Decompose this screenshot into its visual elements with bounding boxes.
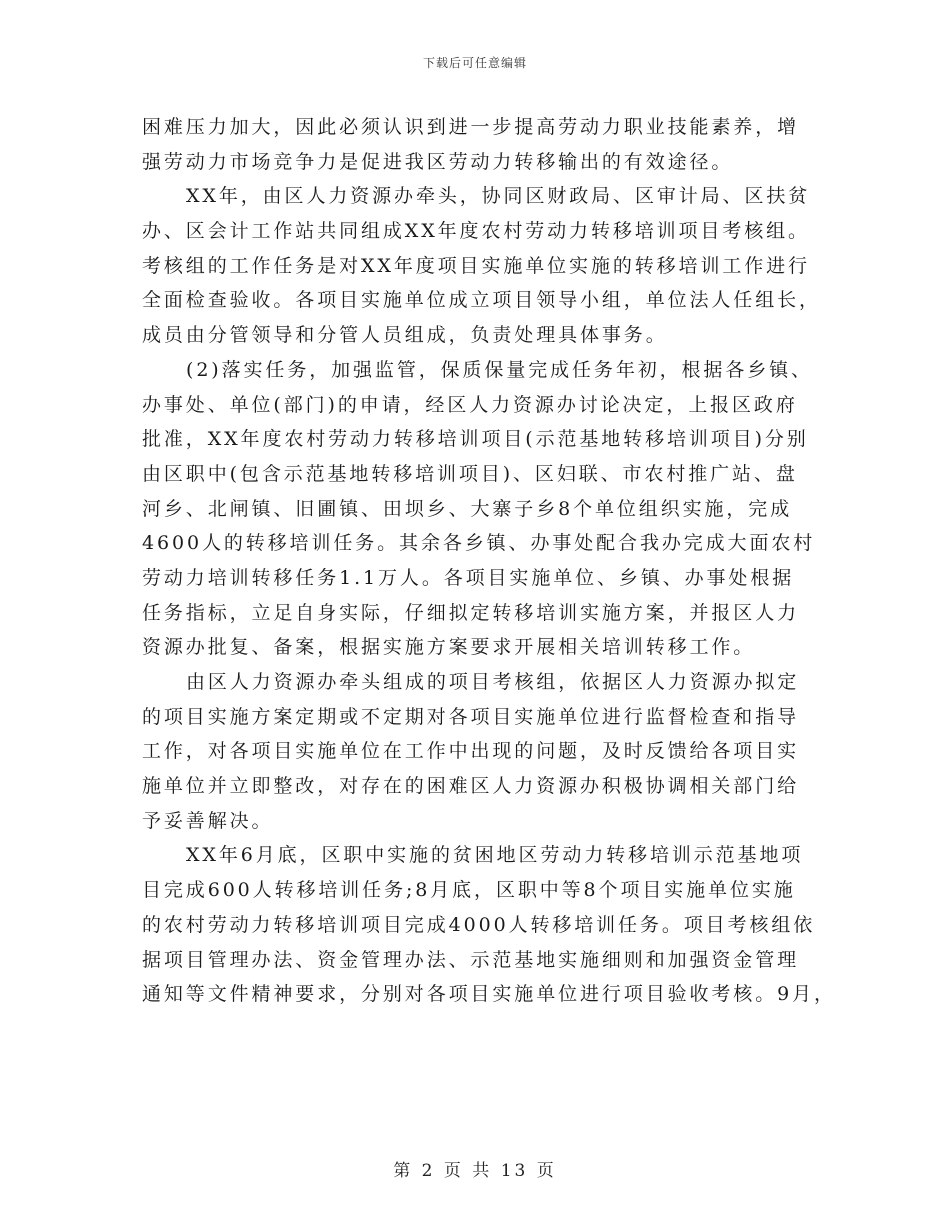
text-line: 施单位并立即整改，对存在的困难区人力资源办积极协调相关部门给 — [142, 775, 800, 798]
page-header: 下载后可任意编辑 — [422, 56, 527, 70]
text-line: 据项目管理办法、资金管理办法、示范基地实施细则和加强资金管理 — [142, 948, 800, 971]
text-line: 劳动力培训转移任务1.1万人。各项目实施单位、乡镇、办事处根据 — [142, 566, 795, 589]
document-body — [142, 110, 836, 1012]
text-line: 成员由分管领导和分管人员组成，负责处理具体事务。 — [142, 324, 668, 347]
text-line: 考核组的工作任务是对XX年度项目实施单位实施的转移培训工作进行 — [142, 254, 810, 277]
text-line: 全面检查验收。各项目实施单位成立项目领导小组，单位法人任组长， — [142, 289, 821, 312]
text-line: 通知等文件精神要求，分别对各项目实施单位进行项目验收考核。9月， — [142, 983, 836, 1006]
text-line: XX年，由区人力资源办牵头，协同区财政局、区审计局、区扶贫 — [186, 185, 811, 208]
page-number: 第 2 页 共 13 页 — [393, 1161, 557, 1181]
text-line: 予妥善解决。 — [142, 809, 274, 832]
text-line: 办、区会计工作站共同组成XX年度农村劳动力转移培训项目考核组。 — [142, 220, 810, 243]
text-line: XX年6月底，区职中实施的贫困地区劳动力转移培训示范基地项 — [186, 844, 804, 867]
text-line: 4600人的转移培训任务。其余各乡镇、办事处配合我办完成大面农村 — [142, 532, 816, 555]
text-line: 的农村劳动力转移培训项目完成4000人转移培训任务。项目考核组依 — [142, 913, 816, 936]
text-line: 目完成600人转移培训任务;8月底，区职中等8个项目实施单位实施 — [142, 879, 796, 902]
text-line: 任务指标，立足自身实际，仔细拟定转移培训实施方案，并报区人力 — [142, 601, 800, 624]
text-line: 困难压力加大，因此必须认识到进一步提高劳动力职业技能素养，增 — [142, 116, 800, 138]
text-line: 河乡、北闸镇、旧圃镇、田坝乡、大寨子乡8个单位组织实施，完成 — [142, 497, 793, 520]
text-line: 工作，对各项目实施单位在工作中出现的问题，及时反馈给各项目实 — [142, 740, 800, 763]
text-line: 办事处、单位(部门)的申请，经区人力资源办讨论决定，上报区政府 — [142, 393, 798, 416]
text-line: 强劳动力市场竞争力是促进我区劳动力转移输出的有效途径。 — [142, 150, 734, 173]
text-line: 批准，XX年度农村劳动力转移培训项目(示范基地转移培训项目)分别 — [142, 428, 809, 451]
text-line: 由区人力资源办牵头组成的项目考核组，依据区人力资源办拟定 — [186, 671, 800, 693]
text-line: (2)落实任务，加强监管，保质保量完成任务年初，根据各乡镇、 — [186, 358, 813, 381]
text-line: 由区职中(包含示范基地转移培训项目)、区妇联、市农村推广站、盘 — [142, 462, 798, 485]
text-line: 的项目实施方案定期或不定期对各项目实施单位进行监督检查和指导 — [142, 705, 800, 728]
text-line: 资源办批复、备案，根据实施方案要求开展相关培训转移工作。 — [142, 636, 756, 659]
